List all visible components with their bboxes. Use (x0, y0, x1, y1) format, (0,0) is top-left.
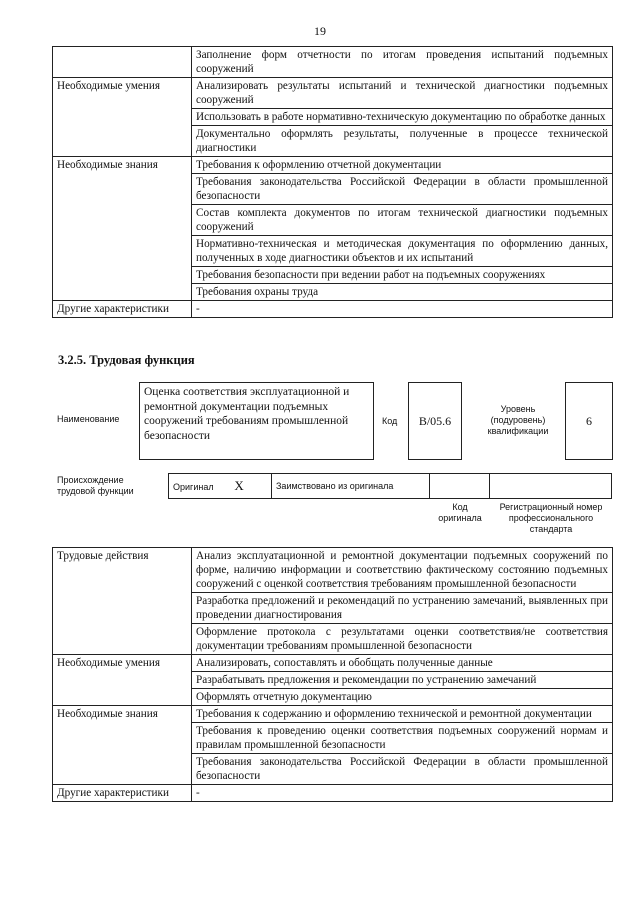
level-box (565, 382, 613, 460)
table-row (53, 47, 613, 78)
original-mark: X (234, 477, 244, 493)
row-item: Требования законодательства Российской Федерации в области промышленной безопасности (192, 754, 613, 785)
function-name-value: Оценка соответствия эксплуатационной и ремонтной документации подъемных сооружений требованиям промышленной безопасности (144, 386, 350, 442)
table-row (53, 785, 613, 802)
code-box (408, 382, 462, 460)
table-row (53, 548, 613, 593)
code-original-label: Код оригинала (438, 502, 482, 523)
row-item: Анализ эксплуатационной и ремонтной документации подъемных сооружений по форме, наличию информации и соответствию фактическому состоянию подъемных сооружений с оценкой соответствия требованиям промышленной безопасности (192, 548, 613, 593)
row-item: Разрабатывать предложения и рекомендации по устранению замечаний (192, 672, 613, 689)
row-item: Требования законодательства Российской Федерации в области промышленной безопасности (192, 174, 613, 205)
table-row (53, 706, 613, 723)
table-labor-function (52, 547, 613, 802)
row-label: Другие характеристики (53, 301, 192, 318)
row-label: Необходимые умения (53, 655, 192, 706)
row-item: Оформление протокола с результатами оценки соответствия/не соответствия документации требованиям промышленной безопасности (192, 624, 613, 655)
row-label (53, 47, 192, 78)
borrowed-label: Заимствовано из оригинала (276, 481, 394, 491)
row-item: Требования к проведению оценки соответствия подъемных сооружений нормам и правилам промышленной безопасности (192, 723, 613, 754)
row-item: Требования к оформлению отчетной документации (192, 157, 613, 174)
name-label: Наименование (57, 414, 120, 424)
row-item: Требования безопасности при ведении работ на подъемных сооружениях (192, 267, 613, 284)
function-name-box (139, 382, 374, 460)
row-item: - (192, 785, 613, 802)
row-label: Другие характеристики (53, 785, 192, 802)
table-row (53, 301, 613, 318)
level-label: Уровень (подуровень) квалификации (487, 404, 549, 436)
row-item: Требования к содержанию и оформлению технической и ремонтной документации (192, 706, 613, 723)
row-item: Анализировать результаты испытаний и технической диагностики подъемных сооружений (192, 78, 613, 109)
borrowed-cell (272, 474, 430, 499)
row-item: Требования охраны труда (192, 284, 613, 301)
origin-table (168, 473, 612, 499)
row-item: Заполнение форм отчетности по итогам проведения испытаний подъемных сооружений (192, 47, 613, 78)
original-cell (169, 474, 272, 499)
row-item: Анализировать, сопоставлять и обобщать полученные данные (192, 655, 613, 672)
table-body (53, 548, 613, 802)
table-row (53, 157, 613, 174)
section-title: 3.2.5. Трудовая функция (58, 353, 195, 367)
row-item: Нормативно-техническая и методическая документация по оформлению данных, полученных в ходе диагностики объектов и их испытаний (192, 236, 613, 267)
code-label: Код (382, 416, 398, 426)
table-row (53, 78, 613, 109)
code-original-cell (430, 474, 490, 499)
table-row (53, 655, 613, 672)
level-value: 6 (586, 414, 592, 428)
original-label: Оригинал (173, 481, 214, 492)
reg-number-label: Регистрационный номер профессионального стандарта (499, 502, 603, 534)
row-item: - (192, 301, 613, 318)
code-value: В/05.6 (418, 414, 452, 428)
row-item: Документально оформлять результаты, полученные в процессе технической диагностики (192, 126, 613, 157)
row-label: Необходимые знания (53, 157, 192, 301)
row-label: Необходимые умения (53, 78, 192, 157)
row-item: Разработка предложений и рекомендаций по устранению замечаний, выявленных при проведении диагностирования (192, 593, 613, 624)
row-label: Необходимые знания (53, 706, 192, 785)
reg-number-cell (490, 474, 612, 499)
page-number: 19 (314, 24, 326, 38)
row-item: Использовать в работе нормативно-техническую документацию по обработке данных (192, 109, 613, 126)
table-requirements-continued (52, 46, 613, 318)
origin-label: Происхождение трудовой функции (57, 475, 134, 496)
row-item: Оформлять отчетную документацию (192, 689, 613, 706)
table-body (53, 47, 613, 318)
row-item: Состав комплекта документов по итогам технической диагностики подъемных сооружений (192, 205, 613, 236)
row-label: Трудовые действия (53, 548, 192, 655)
